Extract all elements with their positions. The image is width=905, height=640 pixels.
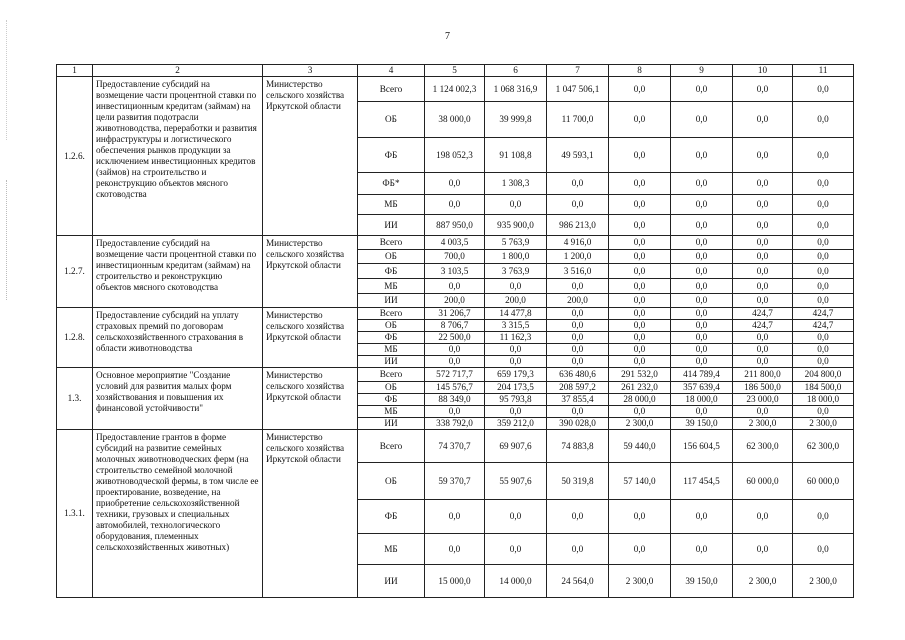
amount-cell: 3 516,0 [547,264,609,279]
amount-cell: 0,0 [793,236,854,250]
amount-cell: 69 907,6 [485,430,547,463]
amount-cell: 0,0 [609,215,671,236]
amount-cell: 0,0 [609,308,671,320]
amount-cell: 0,0 [425,406,485,418]
amount-cell: 0,0 [485,344,547,356]
funding-source: ИИ [358,215,425,236]
amount-cell: 60 000,0 [733,463,793,500]
amount-cell: 986 213,0 [547,215,609,236]
amount-cell: 0,0 [793,294,854,308]
amount-cell: 2 300,0 [733,418,793,430]
amount-cell: 0,0 [733,264,793,279]
amount-cell: 0,0 [547,173,609,195]
amount-cell: 1 047 506,1 [547,77,609,102]
amount-cell: 74 883,8 [547,430,609,463]
page-number: 7 [445,31,450,42]
amount-cell: 0,0 [609,320,671,332]
table-row [57,77,854,102]
amount-cell: 31 206,7 [425,308,485,320]
funding-source: ФБ* [358,173,425,195]
funding-source: МБ [358,279,425,294]
amount-cell: 0,0 [547,344,609,356]
amount-cell: 0,0 [485,195,547,215]
amount-cell: 0,0 [671,500,733,534]
amount-cell: 0,0 [793,500,854,534]
item-code: 1.3.1. [57,430,93,598]
amount-cell: 0,0 [671,264,733,279]
amount-cell: 0,0 [609,356,671,368]
amount-cell: 0,0 [609,534,671,565]
amount-cell: 1 308,3 [485,173,547,195]
amount-cell: 0,0 [733,332,793,344]
column-header-10: 10 [733,65,793,77]
amount-cell: 2 300,0 [609,565,671,598]
column-header-9: 9 [671,65,733,77]
funding-source: ФБ [358,264,425,279]
amount-cell: 200,0 [485,294,547,308]
amount-cell: 49 593,1 [547,138,609,173]
amount-cell: 117 454,5 [671,463,733,500]
funding-source: ИИ [358,565,425,598]
amount-cell: 0,0 [793,279,854,294]
amount-cell: 0,0 [547,332,609,344]
amount-cell: 0,0 [733,173,793,195]
amount-cell: 184 500,0 [793,382,854,394]
table-row [57,430,854,463]
item-executor: Министерство сельского хозяйства Иркутской области [263,308,358,368]
amount-cell: 0,0 [671,236,733,250]
amount-cell: 0,0 [733,215,793,236]
table-row [57,368,854,382]
amount-cell: 0,0 [671,215,733,236]
amount-cell: 0,0 [793,173,854,195]
amount-cell: 0,0 [793,138,854,173]
amount-cell: 0,0 [793,264,854,279]
funding-source: Всего [358,236,425,250]
amount-cell: 414 789,4 [671,368,733,382]
amount-cell: 18 000,0 [671,394,733,406]
amount-cell: 3 103,5 [425,264,485,279]
column-header-4: 4 [358,65,425,77]
amount-cell: 0,0 [671,320,733,332]
amount-cell: 0,0 [425,500,485,534]
amount-cell: 572 717,7 [425,368,485,382]
amount-cell: 3 315,5 [485,320,547,332]
amount-cell: 0,0 [733,344,793,356]
amount-cell: 50 319,8 [547,463,609,500]
amount-cell: 57 140,0 [609,463,671,500]
amount-cell: 424,7 [733,320,793,332]
amount-cell: 0,0 [793,332,854,344]
amount-cell: 18 000,0 [793,394,854,406]
amount-cell: 23 000,0 [733,394,793,406]
amount-cell: 0,0 [733,356,793,368]
column-header-6: 6 [485,65,547,77]
amount-cell: 211 800,0 [733,368,793,382]
amount-cell: 0,0 [485,356,547,368]
amount-cell: 0,0 [671,308,733,320]
scan-margin-mark [6,20,8,140]
table-header-row [57,65,854,77]
amount-cell: 39 150,0 [671,565,733,598]
amount-cell: 22 500,0 [425,332,485,344]
amount-cell: 0,0 [793,77,854,102]
funding-source: ФБ [358,394,425,406]
amount-cell: 60 000,0 [793,463,854,500]
amount-cell: 0,0 [609,102,671,138]
amount-cell: 2 300,0 [793,565,854,598]
amount-cell: 0,0 [733,279,793,294]
amount-cell: 0,0 [547,406,609,418]
amount-cell: 0,0 [425,195,485,215]
funding-source: ОБ [358,382,425,394]
funding-source: Всего [358,430,425,463]
amount-cell: 0,0 [733,534,793,565]
item-name: Предоставление грантов в форме субсидий на развитие семейных молочных животноводческих ферм (на строительство семейной молочной животноводческой фермы, в том числе ее проектирование, возведение, на приобретение сельскохозяйственной техники, грузовых и специальных автомобилей, технологического оборудования, племенных сельскохозяйственных животных) [93,430,263,598]
funding-source: МБ [358,406,425,418]
amount-cell: 208 597,2 [547,382,609,394]
funding-source: ОБ [358,463,425,500]
amount-cell: 357 639,4 [671,382,733,394]
amount-cell: 261 232,0 [609,382,671,394]
funding-source: ФБ [358,138,425,173]
amount-cell: 38 000,0 [425,102,485,138]
funding-source: МБ [358,195,425,215]
amount-cell: 0,0 [547,500,609,534]
amount-cell: 0,0 [793,215,854,236]
amount-cell: 200,0 [425,294,485,308]
table-body [57,77,854,598]
amount-cell: 0,0 [547,320,609,332]
amount-cell: 0,0 [547,356,609,368]
amount-cell: 5 763,9 [485,236,547,250]
amount-cell: 0,0 [485,534,547,565]
amount-cell: 0,0 [609,279,671,294]
amount-cell: 0,0 [671,77,733,102]
amount-cell: 14 000,0 [485,565,547,598]
amount-cell: 659 179,3 [485,368,547,382]
funding-source: Всего [358,308,425,320]
item-code: 1.3. [57,368,93,430]
amount-cell: 0,0 [733,138,793,173]
funding-source: Всего [358,368,425,382]
amount-cell: 59 440,0 [609,430,671,463]
amount-cell: 1 124 002,3 [425,77,485,102]
amount-cell: 11 700,0 [547,102,609,138]
amount-cell: 204 800,0 [793,368,854,382]
amount-cell: 291 532,0 [609,368,671,382]
item-executor: Министерство сельского хозяйства Иркутской области [263,368,358,430]
column-header-2: 2 [93,65,263,77]
amount-cell: 0,0 [671,195,733,215]
funding-source: ОБ [358,320,425,332]
amount-cell: 0,0 [671,279,733,294]
funding-source: ФБ [358,500,425,534]
amount-cell: 0,0 [671,332,733,344]
amount-cell: 0,0 [671,534,733,565]
amount-cell: 935 900,0 [485,215,547,236]
amount-cell: 39 150,0 [671,418,733,430]
amount-cell: 0,0 [609,77,671,102]
amount-cell: 0,0 [671,294,733,308]
amount-cell: 8 706,7 [425,320,485,332]
amount-cell: 887 950,0 [425,215,485,236]
amount-cell: 0,0 [485,500,547,534]
amount-cell: 2 300,0 [733,565,793,598]
item-code: 1.2.7. [57,236,93,308]
amount-cell: 0,0 [609,250,671,264]
amount-cell: 1 068 316,9 [485,77,547,102]
amount-cell: 0,0 [793,102,854,138]
column-header-11: 11 [793,65,854,77]
amount-cell: 0,0 [547,534,609,565]
amount-cell: 0,0 [547,279,609,294]
column-header-5: 5 [425,65,485,77]
amount-cell: 204 173,5 [485,382,547,394]
amount-cell: 59 370,7 [425,463,485,500]
amount-cell: 24 564,0 [547,565,609,598]
amount-cell: 4 003,5 [425,236,485,250]
amount-cell: 88 349,0 [425,394,485,406]
amount-cell: 0,0 [793,250,854,264]
amount-cell: 1 800,0 [485,250,547,264]
amount-cell: 0,0 [733,406,793,418]
amount-cell: 0,0 [671,138,733,173]
scan-margin-mark [6,180,8,300]
amount-cell: 0,0 [733,77,793,102]
amount-cell: 0,0 [547,308,609,320]
amount-cell: 0,0 [793,356,854,368]
amount-cell: 62 300,0 [793,430,854,463]
amount-cell: 62 300,0 [733,430,793,463]
amount-cell: 636 480,6 [547,368,609,382]
amount-cell: 0,0 [425,534,485,565]
amount-cell: 0,0 [671,406,733,418]
amount-cell: 0,0 [733,294,793,308]
item-code: 1.2.8. [57,308,93,368]
amount-cell: 0,0 [425,279,485,294]
amount-cell: 0,0 [671,250,733,264]
amount-cell: 0,0 [547,195,609,215]
amount-cell: 28 000,0 [609,394,671,406]
amount-cell: 186 500,0 [733,382,793,394]
amount-cell: 424,7 [793,320,854,332]
funding-source: ОБ [358,250,425,264]
amount-cell: 0,0 [671,356,733,368]
amount-cell: 0,0 [425,344,485,356]
amount-cell: 1 200,0 [547,250,609,264]
amount-cell: 390 028,0 [547,418,609,430]
item-name: Предоставление субсидий на возмещение части процентной ставки по инвестиционным кредитам (займам) на строительство и реконструкцию объектов мясного скотоводства [93,236,263,308]
amount-cell: 2 300,0 [609,418,671,430]
amount-cell: 14 477,8 [485,308,547,320]
item-executor: Министерство сельского хозяйства Иркутской области [263,430,358,598]
amount-cell: 0,0 [485,279,547,294]
amount-cell: 3 763,9 [485,264,547,279]
amount-cell: 0,0 [733,250,793,264]
column-header-8: 8 [609,65,671,77]
amount-cell: 37 855,4 [547,394,609,406]
amount-cell: 200,0 [547,294,609,308]
budget-table-container [56,64,854,598]
item-name: Основное мероприятие "Создание условий для развития малых форм хозяйствования и повышения их финансовой устойчивости" [93,368,263,430]
amount-cell: 0,0 [609,344,671,356]
amount-cell: 0,0 [733,102,793,138]
amount-cell: 0,0 [671,102,733,138]
amount-cell: 0,0 [793,344,854,356]
amount-cell: 700,0 [425,250,485,264]
amount-cell: 4 916,0 [547,236,609,250]
funding-source: МБ [358,534,425,565]
item-name: Предоставление субсидий на возмещение части процентной ставки по инвестиционным кредитам (займам) на цели развития подотрасли животноводства, переработки и развития инфраструктуры и логистического обеспечения рынков продукции за исключением инвестиционных кредитов (займов) на строительство и реконструкцию объектов мясного скотоводства [93,77,263,236]
amount-cell: 0,0 [733,500,793,534]
amount-cell: 0,0 [485,406,547,418]
amount-cell: 145 576,7 [425,382,485,394]
amount-cell: 0,0 [609,173,671,195]
funding-source: ИИ [358,418,425,430]
amount-cell: 0,0 [609,332,671,344]
funding-source: ИИ [358,356,425,368]
column-header-7: 7 [547,65,609,77]
amount-cell: 2 300,0 [793,418,854,430]
amount-cell: 0,0 [793,534,854,565]
funding-source: ФБ [358,332,425,344]
item-name: Предоставление субсидий на уплату страховых премий по договорам сельскохозяйственного страхования в области животноводства [93,308,263,368]
amount-cell: 0,0 [609,406,671,418]
funding-source: Всего [358,77,425,102]
amount-cell: 156 604,5 [671,430,733,463]
amount-cell: 0,0 [793,195,854,215]
amount-cell: 0,0 [671,344,733,356]
amount-cell: 15 000,0 [425,565,485,598]
funding-source: ИИ [358,294,425,308]
amount-cell: 0,0 [425,173,485,195]
amount-cell: 0,0 [425,356,485,368]
amount-cell: 359 212,0 [485,418,547,430]
funding-source: МБ [358,344,425,356]
item-executor: Министерство сельского хозяйства Иркутской области [263,77,358,236]
amount-cell: 338 792,0 [425,418,485,430]
amount-cell: 424,7 [793,308,854,320]
amount-cell: 39 999,8 [485,102,547,138]
amount-cell: 74 370,7 [425,430,485,463]
amount-cell: 0,0 [733,195,793,215]
amount-cell: 91 108,8 [485,138,547,173]
amount-cell: 11 162,3 [485,332,547,344]
column-header-1: 1 [57,65,93,77]
amount-cell: 0,0 [609,236,671,250]
amount-cell: 55 907,6 [485,463,547,500]
amount-cell: 0,0 [609,138,671,173]
amount-cell: 0,0 [671,173,733,195]
amount-cell: 0,0 [609,195,671,215]
item-code: 1.2.6. [57,77,93,236]
amount-cell: 0,0 [793,406,854,418]
amount-cell: 198 052,3 [425,138,485,173]
funding-source: ОБ [358,102,425,138]
amount-cell: 0,0 [609,264,671,279]
column-header-3: 3 [263,65,358,77]
amount-cell: 424,7 [733,308,793,320]
table-row [57,236,854,250]
amount-cell: 0,0 [609,294,671,308]
amount-cell: 95 793,8 [485,394,547,406]
budget-table [56,64,854,598]
amount-cell: 0,0 [733,236,793,250]
table-row [57,308,854,320]
item-executor: Министерство сельского хозяйства Иркутской области [263,236,358,308]
amount-cell: 0,0 [609,500,671,534]
